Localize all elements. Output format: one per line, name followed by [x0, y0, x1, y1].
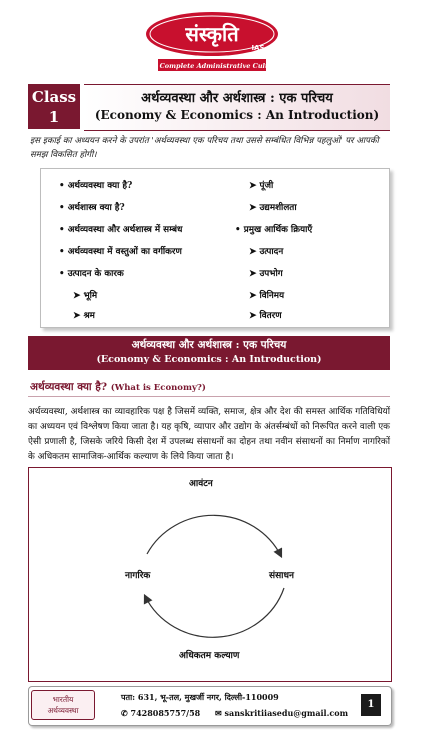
topic-subitem: ➤ वितरण [249, 311, 282, 321]
section-heading [30, 380, 206, 394]
arrow-bottom [145, 588, 284, 637]
topic-subitem: ➤ विनिमय [249, 291, 285, 301]
footer-phone-number: 7428085757/58 [130, 708, 201, 718]
footer-subject-line2: अर्थव्यवस्था [47, 706, 79, 715]
diagram-node-citizen: नागरिक [125, 571, 151, 581]
topic-item: • अर्थव्यवस्था क्या है? [59, 181, 133, 191]
body-paragraph: अर्थव्यवस्था, अर्थशास्त्र का व्यावहारिक पक्ष है जिसमें व्यक्ति, समाज, क्षेत्र और देश की समस्त आर्थिक गतिविधियों का अध्ययन एवं विश्लेषण किया जाता है। यह कृषि, व्यापार और उद्योग के अंतर्सम्बंधों को निरूपित करने वाली एक ऐसी प्रणाली है, जिसके जरिये किसी देश में उपलब्ध संसाधनों का दोहन तथा नवीन संसाधनों का निर्माण नागरिकों के अधिकतम सामाजिक-आर्थिक कल्याण के लिये किया जाता है। [28, 407, 390, 462]
topic-item: • अर्थशास्त्र क्या है? [59, 203, 125, 213]
class-label: Class [31, 88, 77, 106]
topic-subitem: ➤ उत्पादन [249, 247, 284, 257]
topic-item: • अर्थव्यवस्था में वस्तुओं का वर्गीकरण [59, 247, 182, 257]
page-number: 1 [361, 694, 381, 716]
class-badge [28, 84, 80, 129]
footer-email [215, 708, 348, 718]
topic-subitem: ➤ पूंजी [249, 181, 274, 191]
logo-text: संस्कृति [185, 22, 239, 46]
chapter-title-hindi: अर्थव्यवस्था और अर्थशास्त्र : एक परिचय [141, 91, 333, 106]
footer-email-address: sanskritiiasedu@gmail.com [224, 708, 349, 718]
diagram-node-resources: संसाधन [269, 571, 295, 581]
topic-item: • उत्पादन के कारक [59, 269, 124, 279]
diagram-node-welfare: अधिकतम कल्याण [179, 651, 240, 661]
diagram-node-allocation: आवंटन [189, 479, 213, 489]
topic-item: • अर्थव्यवस्था और अर्थशास्त्र में सम्बंध [59, 225, 183, 235]
topics-box [40, 168, 390, 328]
topic-item: • प्रमुख आर्थिक क्रियाएँ [235, 225, 313, 235]
topic-subitem: ➤ उद्यमशीलता [249, 203, 297, 213]
logo [140, 10, 285, 76]
phone-icon: ✆ [121, 708, 128, 718]
topic-subitem: ➤ उपभोग [249, 269, 283, 279]
footer-address: पता: 631, भू-तल, मुखर्जी नगर, दिल्ली-110009 [121, 692, 279, 702]
economy-cycle-diagram [28, 467, 392, 682]
class-number: 1 [48, 108, 60, 126]
logo-subtext: IAS [251, 44, 265, 52]
intro-text: इस इकाई का अध्ययन करने के उपरांत 'अर्थव्यवस्था एक परिचय तथा उससे सम्बंधित विभिन्न पहलुओं' पर आपकी समझ विकसित होगी। [30, 136, 379, 160]
heading-divider [28, 396, 390, 397]
footer-subject-badge [31, 690, 95, 720]
section-title-english: (Economy & Economics : An Introduction) [96, 354, 322, 365]
topic-subitem: ➤ भूमि [73, 291, 98, 301]
chapter-title-english: (Economy & Economics : An Introduction) [94, 108, 380, 122]
envelope-icon: ✉ [215, 708, 222, 718]
section-heading-hindi: अर्थव्यवस्था क्या है? [30, 381, 108, 393]
footer-subject-line1: भारतीय [52, 695, 74, 704]
section-banner [28, 336, 390, 370]
page-footer [28, 686, 392, 726]
arrow-top [147, 515, 281, 556]
section-title-hindi: अर्थव्यवस्था और अर्थशास्त्र : एक परिचय [131, 339, 287, 351]
section-heading-english: (What is Economy?) [110, 383, 206, 393]
logo-tagline: The Complete Administrative Culture [143, 62, 281, 70]
topic-subitem: ➤ श्रम [73, 311, 95, 321]
footer-phone [121, 708, 200, 718]
